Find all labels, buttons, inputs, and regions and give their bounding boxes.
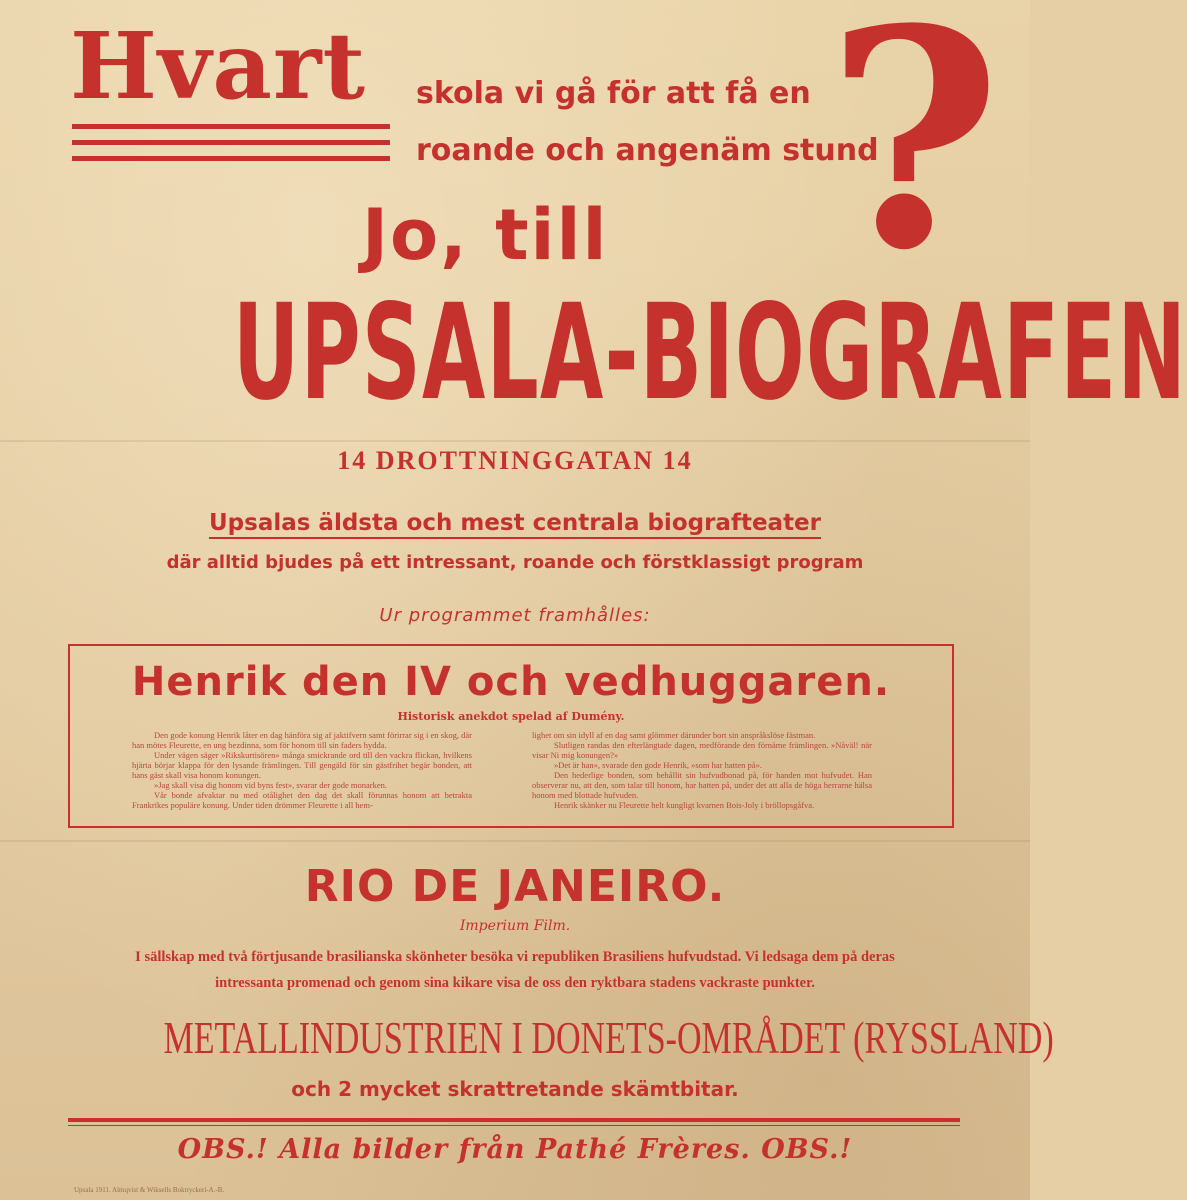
feature-synopsis-right xyxy=(532,730,872,810)
synopsis-paragraph: »Jag skall visa dig honom vid byns fest», svarar der gode monarken. xyxy=(154,780,387,790)
venue-name: UPSALA-BIOGRAFEN xyxy=(232,276,1187,430)
venue-tagline xyxy=(0,507,1030,539)
paper-fold xyxy=(0,440,1030,442)
third-film-title: METALLINDUSTRIEN I DONETS-OMRÅDET (RYSSLAND) xyxy=(163,1012,1054,1063)
headline-underline xyxy=(72,124,390,129)
synopsis-paragraph: Slutligen randas den efterlängtade dagen, medförande den förnäme främlingen. »Nåväl! när visar Ni mig konungen?» xyxy=(532,740,872,760)
headline-underline xyxy=(72,140,390,145)
footer-rule xyxy=(68,1118,960,1122)
paper-fold xyxy=(0,840,1030,842)
second-film-description: I sällskap med två förtjusande brasilianska skönheter besöka vi republiken Brasiliens hufvudstad. Vi ledsaga dem på deras intressanta promenad och genom sina kikare visa de oss den ryktbara stadens vackraste punkter. xyxy=(135,949,895,991)
second-film-studio: Imperium Film. xyxy=(459,918,571,934)
headline-underline xyxy=(72,156,390,161)
feature-synopsis-left xyxy=(132,730,472,810)
synopsis-paragraph: Den gode konung Henrik låter en dag hänföra sig af jaktifvern samt förirrar sig i en skog, där han mötes Fleurette, en ung bezdinna, som för honom till sin faders hydda. xyxy=(132,730,472,750)
question-mark-glyph: ? xyxy=(826,0,1002,316)
venue-subline: där alltid bjudes på ett intressant, roande och förstklassigt program xyxy=(166,552,864,573)
question-line-1: skola vi gå för att få en xyxy=(416,76,811,111)
printer-credit: Upsala 1911. Almqvist & Wiksells Boktryckeri-A.-B. xyxy=(74,1186,225,1194)
headline-word: Hvart xyxy=(70,12,366,120)
feature-box xyxy=(68,644,954,828)
question-line-2: roande och angenäm stund xyxy=(416,133,879,168)
synopsis-paragraph: Henrik skänker nu Fleurette helt kungligt kvarnen Bois-Joly i bröllopsgåfva. xyxy=(554,800,815,810)
synopsis-paragraph: Vår bonde afvaktar nu med otålighet den dag det skall förunnas honom att betrakta Frankrikes populäre konung. Under tiden drömmer Fleurette i all hem- xyxy=(132,790,472,810)
footer-notice: OBS.! Alla bilder från Pathé Frères. OBS.! xyxy=(177,1134,853,1165)
footer-rule xyxy=(68,1125,960,1126)
synopsis-paragraph: »Det är han», svarade den gode Henrik, »som har hatten på». xyxy=(554,760,762,770)
venue-tagline-text: Upsalas äldsta och mest centrala biografteater xyxy=(209,510,821,539)
feature-subtitle: Historisk anekdot spelad af Dumény. xyxy=(397,710,625,723)
feature-title: Henrik den IV och vedhuggaren. xyxy=(131,659,891,705)
synopsis-paragraph: lighet om sin idyll af en dag samt glömmer därunder bort sin anspråkslöse fästman. xyxy=(532,730,816,740)
synopsis-paragraph: Den hederlige bonden, som behållit sin hufvudbonad på, för handen mot hufvudet. Han observerar nu, att den, som talar till honom, har hatten på, under det att alla de höga herrarne hälsa honom med blottade hufvuden. xyxy=(532,770,872,800)
answer-text: Jo, till xyxy=(362,194,609,276)
synopsis-paragraph: Under vägen säger »Rikskurtisören» många smickrande ord till den vackra flickan, hvilkens hjärta börjar klappa för den lysande främlingen. Till gengäld för sin gästfrihet begär bonden, att hans gäst skall visa honom konungen. xyxy=(132,750,472,780)
program-intro: Ur programmet framhålles: xyxy=(379,605,651,626)
second-film-title: RIO DE JANEIRO. xyxy=(304,861,726,912)
venue-address: 14 DROTTNINGGATAN 14 xyxy=(337,446,693,475)
extras-line: och 2 mycket skrattretande skämtbitar. xyxy=(291,1077,739,1101)
